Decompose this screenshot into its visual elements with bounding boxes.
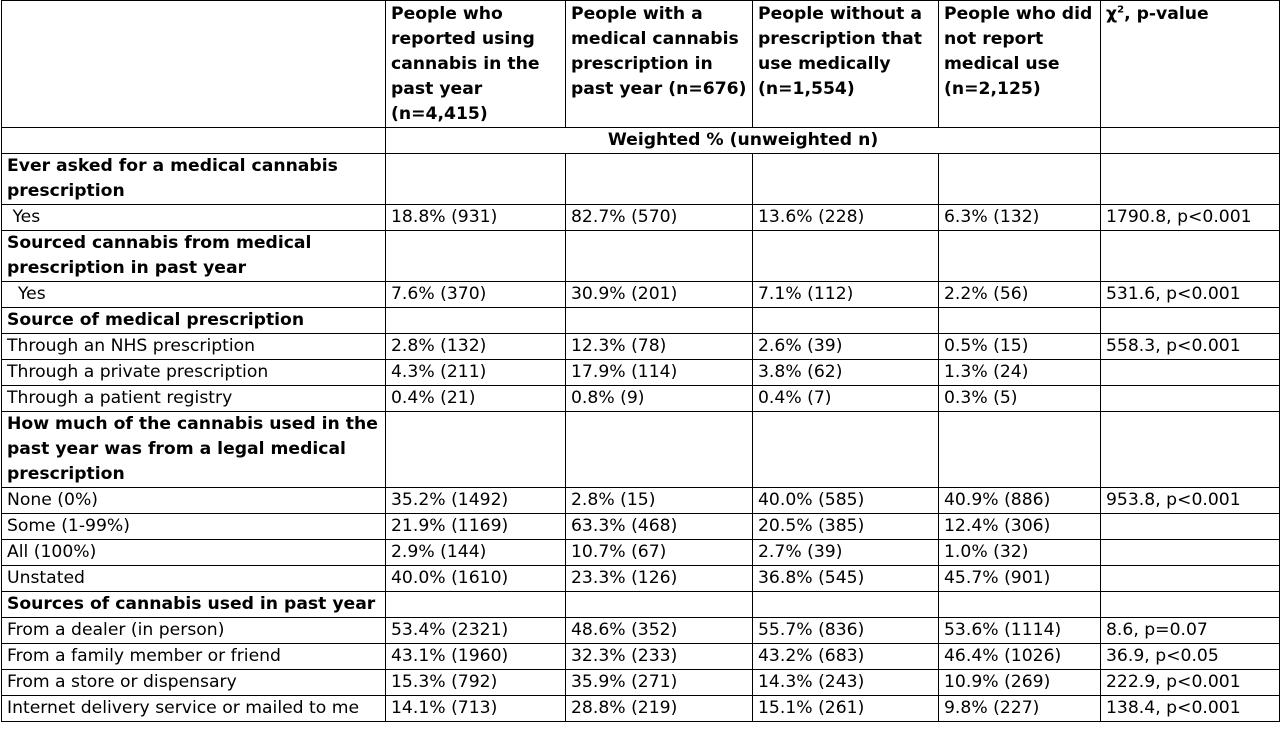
value-cell: 82.7% (570): [566, 205, 753, 231]
empty-cell: [1101, 592, 1280, 618]
value-cell: 35.9% (271): [566, 670, 753, 696]
table-row: [2, 488, 1280, 514]
empty-cell: [753, 412, 939, 488]
value-cell: 0.5% (15): [939, 334, 1101, 360]
subheader-row: [2, 128, 1280, 154]
empty-cell: [2, 128, 386, 154]
empty-cell: [1101, 231, 1280, 282]
empty-cell: [386, 308, 566, 334]
column-header: People who did not report medical use (n=2,125): [939, 1, 1101, 128]
value-cell: 2.8% (132): [386, 334, 566, 360]
row-label: Internet delivery service or mailed to me: [2, 696, 386, 722]
row-label: Some (1-99%): [2, 514, 386, 540]
value-cell: 2.2% (56): [939, 282, 1101, 308]
chi-superscript: 2: [1117, 4, 1125, 16]
value-cell: 45.7% (901): [939, 566, 1101, 592]
table-row: [2, 670, 1280, 696]
row-label: From a store or dispensary: [2, 670, 386, 696]
empty-cell: [1101, 308, 1280, 334]
row-label: Through a private prescription: [2, 360, 386, 386]
value-cell: 46.4% (1026): [939, 644, 1101, 670]
value-cell: 4.3% (211): [386, 360, 566, 386]
value-cell: 0.8% (9): [566, 386, 753, 412]
empty-cell: [753, 592, 939, 618]
row-label: Through a patient registry: [2, 386, 386, 412]
value-cell: 3.8% (62): [753, 360, 939, 386]
section-title: Sources of cannabis used in past year: [2, 592, 386, 618]
stat-cell: [1101, 540, 1280, 566]
value-cell: 40.0% (1610): [386, 566, 566, 592]
value-cell: 43.1% (1960): [386, 644, 566, 670]
section-row: [2, 412, 1280, 488]
chi-symbol: χ: [1106, 4, 1118, 24]
value-cell: 14.1% (713): [386, 696, 566, 722]
value-cell: 12.3% (78): [566, 334, 753, 360]
value-cell: 13.6% (228): [753, 205, 939, 231]
column-header: People who reported using cannabis in the past year (n=4,415): [386, 1, 566, 128]
stat-cell: 36.9, p<0.05: [1101, 644, 1280, 670]
table-row: [2, 540, 1280, 566]
empty-cell: [939, 231, 1101, 282]
empty-cell: [566, 154, 753, 205]
stat-cell: 1790.8, p<0.001: [1101, 205, 1280, 231]
value-cell: 9.8% (227): [939, 696, 1101, 722]
empty-cell: [386, 592, 566, 618]
value-cell: 40.0% (585): [753, 488, 939, 514]
value-cell: 10.7% (67): [566, 540, 753, 566]
value-cell: 40.9% (886): [939, 488, 1101, 514]
value-cell: 2.6% (39): [753, 334, 939, 360]
section-row: [2, 308, 1280, 334]
section-row: [2, 592, 1280, 618]
table-row: [2, 618, 1280, 644]
section-title: Sourced cannabis from medical prescription in past year: [2, 231, 386, 282]
empty-cell: [939, 592, 1101, 618]
value-cell: 36.8% (545): [753, 566, 939, 592]
value-cell: 2.7% (39): [753, 540, 939, 566]
table-row: [2, 696, 1280, 722]
table-header: [2, 1, 1280, 154]
stat-cell: 138.4, p<0.001: [1101, 696, 1280, 722]
column-header: People with a medical cannabis prescription in past year (n=676): [566, 1, 753, 128]
stat-cell: 531.6, p<0.001: [1101, 282, 1280, 308]
column-header-row: [2, 1, 1280, 128]
value-cell: 53.4% (2321): [386, 618, 566, 644]
table-row: [2, 334, 1280, 360]
stat-cell: 558.3, p<0.001: [1101, 334, 1280, 360]
table-row: [2, 566, 1280, 592]
value-cell: 1.3% (24): [939, 360, 1101, 386]
empty-cell: [753, 308, 939, 334]
value-cell: 63.3% (468): [566, 514, 753, 540]
value-cell: 17.9% (114): [566, 360, 753, 386]
stat-cell: 953.8, p<0.001: [1101, 488, 1280, 514]
table-row: [2, 360, 1280, 386]
empty-cell: [753, 154, 939, 205]
value-cell: 23.3% (126): [566, 566, 753, 592]
section-title: Source of medical prescription: [2, 308, 386, 334]
value-cell: 0.3% (5): [939, 386, 1101, 412]
value-cell: 1.0% (32): [939, 540, 1101, 566]
empty-cell: [939, 412, 1101, 488]
value-cell: 55.7% (836): [753, 618, 939, 644]
row-label: Unstated: [2, 566, 386, 592]
column-header: People without a prescription that use medically (n=1,554): [753, 1, 939, 128]
value-cell: 21.9% (1169): [386, 514, 566, 540]
empty-cell: [566, 592, 753, 618]
stat-label: , p-value: [1124, 4, 1209, 24]
empty-cell: [386, 412, 566, 488]
empty-cell: [939, 154, 1101, 205]
value-cell: 18.8% (931): [386, 205, 566, 231]
section-row: [2, 231, 1280, 282]
empty-cell: [1101, 128, 1280, 154]
row-label: From a family member or friend: [2, 644, 386, 670]
table-row: [2, 644, 1280, 670]
section-row: [2, 154, 1280, 205]
row-label: From a dealer (in person): [2, 618, 386, 644]
value-cell: 53.6% (1114): [939, 618, 1101, 644]
value-cell: 43.2% (683): [753, 644, 939, 670]
empty-cell: [386, 154, 566, 205]
row-label: All (100%): [2, 540, 386, 566]
value-cell: 7.1% (112): [753, 282, 939, 308]
value-cell: 10.9% (269): [939, 670, 1101, 696]
value-cell: 2.8% (15): [566, 488, 753, 514]
table-row: [2, 282, 1280, 308]
stat-column-header: [1101, 1, 1280, 128]
value-cell: 35.2% (1492): [386, 488, 566, 514]
stat-cell: [1101, 566, 1280, 592]
empty-cell: [566, 308, 753, 334]
results-table: [1, 0, 1280, 722]
row-label: Through an NHS prescription: [2, 334, 386, 360]
stat-cell: 8.6, p=0.07: [1101, 618, 1280, 644]
empty-cell: [939, 308, 1101, 334]
value-cell: 30.9% (201): [566, 282, 753, 308]
value-cell: 28.8% (219): [566, 696, 753, 722]
table-row: [2, 386, 1280, 412]
empty-cell: [1101, 154, 1280, 205]
value-cell: 15.1% (261): [753, 696, 939, 722]
row-label: Yes: [2, 282, 386, 308]
empty-cell: [386, 231, 566, 282]
value-cell: 2.9% (144): [386, 540, 566, 566]
corner-cell: [2, 1, 386, 128]
empty-cell: [566, 412, 753, 488]
table-body: [2, 154, 1280, 722]
empty-cell: [566, 231, 753, 282]
value-cell: 20.5% (385): [753, 514, 939, 540]
stat-cell: [1101, 514, 1280, 540]
row-label: Yes: [2, 205, 386, 231]
value-cell: 0.4% (21): [386, 386, 566, 412]
stat-cell: [1101, 360, 1280, 386]
section-title: How much of the cannabis used in the past year was from a legal medical prescription: [2, 412, 386, 488]
value-cell: 32.3% (233): [566, 644, 753, 670]
empty-cell: [753, 231, 939, 282]
row-label: None (0%): [2, 488, 386, 514]
value-cell: 15.3% (792): [386, 670, 566, 696]
value-cell: 14.3% (243): [753, 670, 939, 696]
value-cell: 6.3% (132): [939, 205, 1101, 231]
value-cell: 0.4% (7): [753, 386, 939, 412]
empty-cell: [1101, 412, 1280, 488]
section-title: Ever asked for a medical cannabis prescription: [2, 154, 386, 205]
value-cell: 48.6% (352): [566, 618, 753, 644]
table-row: [2, 514, 1280, 540]
weighted-subheader: Weighted % (unweighted n): [386, 128, 1101, 154]
value-cell: 12.4% (306): [939, 514, 1101, 540]
stat-cell: 222.9, p<0.001: [1101, 670, 1280, 696]
table-row: [2, 205, 1280, 231]
value-cell: 7.6% (370): [386, 282, 566, 308]
stat-cell: [1101, 386, 1280, 412]
